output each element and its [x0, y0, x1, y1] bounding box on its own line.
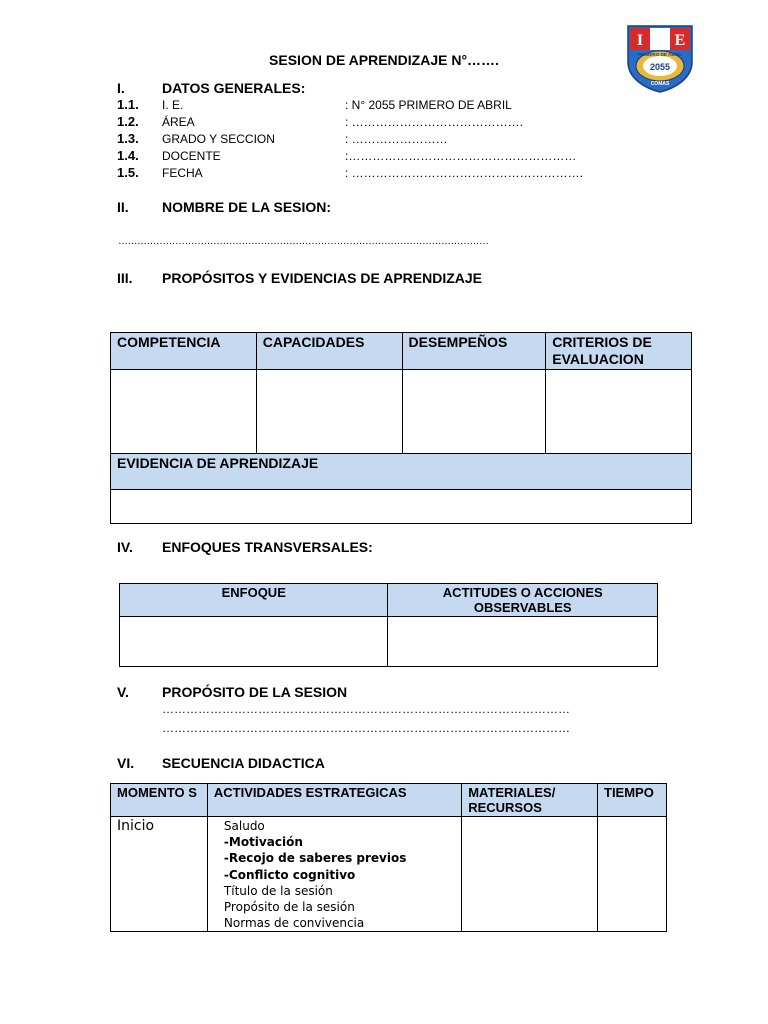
header-tiempo: TIEMPO — [598, 784, 667, 817]
activities-cell[interactable] — [207, 817, 461, 932]
activity-saludo: Saludo — [223, 819, 265, 833]
approaches-table — [119, 583, 658, 667]
section-1-number: I. — [117, 80, 125, 96]
cell-capacidades[interactable] — [256, 370, 402, 454]
logo-place: COMAS — [650, 81, 670, 87]
logo-number: 2055 — [649, 62, 671, 72]
item-1-4-value: :………………………………………………… — [345, 149, 577, 163]
section-5-title: PROPÓSITO DE LA SESION — [162, 684, 348, 700]
header-competencia: COMPETENCIA — [111, 333, 257, 370]
section-4-title: ENFOQUES TRANSVERSALES: — [162, 539, 373, 555]
section-2-title: NOMBRE DE LA SESION: — [162, 199, 332, 215]
logo-letter-i: I — [636, 32, 644, 49]
section-6-title: SECUENCIA DIDACTICA — [162, 755, 325, 771]
cell-desempenos[interactable] — [402, 370, 546, 454]
header-capacidades: CAPACIDADES — [256, 333, 402, 370]
section-3-number: III. — [117, 270, 133, 286]
cell-competencia[interactable] — [111, 370, 257, 454]
cell-actitudes[interactable] — [388, 617, 658, 667]
activity-proposito: Propósito de la sesión — [223, 900, 355, 915]
cell-tiempo[interactable] — [598, 817, 667, 932]
header-materiales: MATERIALES/ RECURSOS — [462, 784, 598, 817]
logo-ring-text: PRIMERO DE ABRIL — [637, 52, 683, 57]
didactic-sequence-table — [110, 783, 667, 932]
item-1-3-label: GRADO Y SECCION — [162, 132, 275, 146]
cell-materiales[interactable] — [462, 817, 598, 932]
item-1-5-value: : …………………………………………………. — [345, 166, 584, 180]
cell-enfoque[interactable] — [120, 617, 388, 667]
item-1-1-label: I. E. — [162, 98, 184, 112]
activity-saberes-previos: -Recojo de saberes previos — [223, 851, 407, 866]
section-1-title: DATOS GENERALES: — [162, 80, 306, 96]
item-1-5-number: 1.5. — [117, 165, 139, 180]
item-1-4-label: DOCENTE — [162, 149, 221, 163]
item-1-2-label: ÁREA — [162, 115, 195, 129]
logo-letter-e: E — [674, 32, 686, 49]
purpose-line-2: ………………………………………………………………………………………… — [162, 721, 570, 735]
section-6-number: VI. — [117, 755, 135, 771]
activity-motivacion: -Motivación — [223, 835, 303, 850]
header-desempenos: DESEMPEÑOS — [402, 333, 546, 370]
purpose-line-1: ………………………………………………………………………………………… — [162, 702, 570, 716]
document-title: SESION DE APRENDIZAJE N°……. — [269, 52, 499, 68]
section-5-number: V. — [117, 684, 129, 700]
item-1-5-label: FECHA — [162, 166, 203, 180]
purposes-table — [110, 332, 692, 524]
header-enfoque: ENFOQUE — [120, 584, 388, 617]
header-criterios: CRITERIOS DE EVALUACION — [546, 333, 692, 370]
header-actividades: ACTIVIDADES ESTRATEGICAS — [207, 784, 461, 817]
section-2-number: II. — [117, 199, 129, 215]
item-1-4-number: 1.4. — [117, 148, 139, 163]
item-1-1-value: : N° 2055 PRIMERO DE ABRIL — [345, 98, 512, 112]
header-momentos: MOMENTO S — [111, 784, 208, 817]
session-name-line: ……………………………………………………………………………………………………… — [118, 236, 489, 247]
item-1-3-number: 1.3. — [117, 131, 139, 146]
item-1-2-number: 1.2. — [117, 114, 139, 129]
cell-evidencia[interactable] — [111, 490, 692, 524]
cell-criterios[interactable] — [546, 370, 692, 454]
header-evidencia: EVIDENCIA DE APRENDIZAJE — [111, 454, 692, 490]
section-3-title: PROPÓSITOS Y EVIDENCIAS DE APRENDIZAJE — [162, 270, 483, 286]
item-1-2-value: : ……………………………………. — [345, 115, 524, 129]
header-actitudes: ACTITUDES O ACCIONES OBSERVABLES — [388, 584, 658, 617]
activity-titulo: Título de la sesión — [223, 883, 333, 898]
item-1-3-value: : …………………… — [345, 132, 448, 146]
section-4-number: IV. — [117, 539, 133, 555]
item-1-1-number: 1.1. — [117, 97, 139, 112]
moment-inicio: Inicio — [111, 817, 208, 932]
activity-normas: Normas de convivencia — [223, 916, 365, 931]
activity-conflicto: -Conflicto cognitivo — [223, 867, 356, 882]
